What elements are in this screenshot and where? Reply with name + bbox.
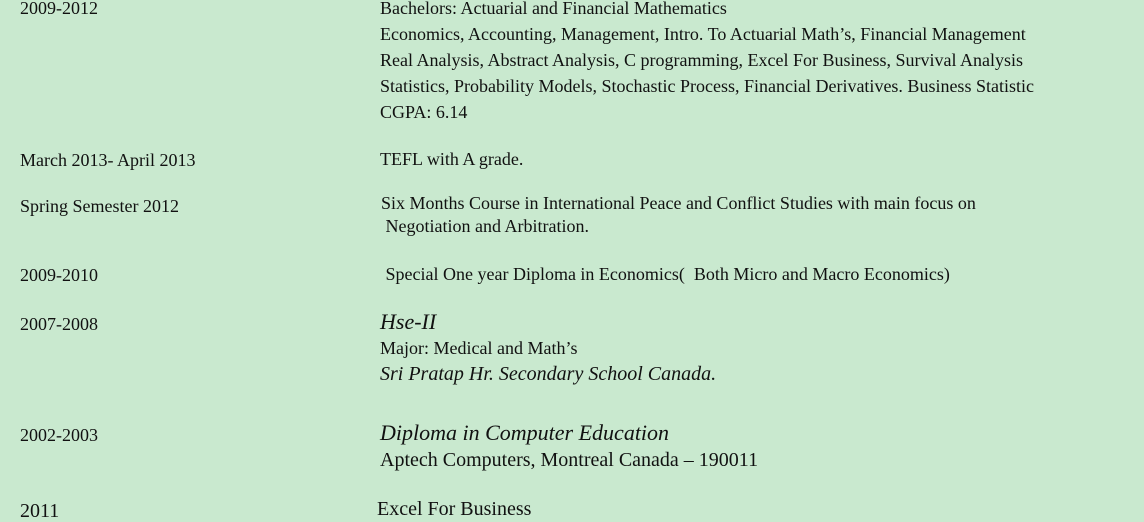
school-name: Sri Pratap Hr. Secondary School Canada. [380, 363, 717, 385]
entry-date: 2009-2012 [20, 0, 98, 18]
entry-details [381, 192, 976, 238]
entry-date: 2011 [20, 500, 60, 522]
course-list-line: Statistics, Probability Models, Stochastic Process, Financial Derivatives. Business Statistic [380, 76, 1034, 96]
course-list-line: Economics, Accounting, Management, Intro. To Actuarial Math’s, Financial Management [380, 24, 1026, 44]
institution-name: Aptech Computers, Montreal Canada – 190011 [380, 449, 759, 471]
cgpa-text: CGPA: 6.14 [380, 102, 468, 122]
course-list-line: Real Analysis, Abstract Analysis, C programming, Excel For Business, Survival Analysis [380, 50, 1023, 70]
entry-date: Spring Semester 2012 [20, 196, 179, 216]
diploma-text: Special One year Diploma in Economics( Both Micro and Macro Economics) [381, 264, 950, 284]
diploma-title: Diploma in Computer Education [380, 420, 670, 445]
entry-date: 2009-2010 [20, 265, 98, 285]
entry-details [380, 307, 716, 388]
course-description-line: Six Months Course in International Peace and Conflict Studies with main focus on [381, 193, 976, 213]
entry-details [381, 261, 950, 287]
degree-title: Bachelors: Actuarial and Financial Mathematics [380, 0, 727, 18]
entry-date: March 2013- April 2013 [20, 150, 196, 170]
entry-details [380, 146, 523, 172]
course-description-line: Negotiation and Arbitration. [381, 216, 589, 236]
certificate-text: TEFL with A grade. [380, 149, 524, 169]
entry-date: 2002-2003 [20, 425, 98, 445]
qualification-title: Hse-II [380, 309, 437, 334]
entry-details [380, 0, 1034, 125]
entry-date: 2007-2008 [20, 314, 98, 334]
entry-details [377, 496, 531, 522]
course-title: Excel For Business [377, 498, 532, 520]
entry-details [380, 418, 758, 473]
major-text: Major: Medical and Math’s [380, 338, 578, 358]
